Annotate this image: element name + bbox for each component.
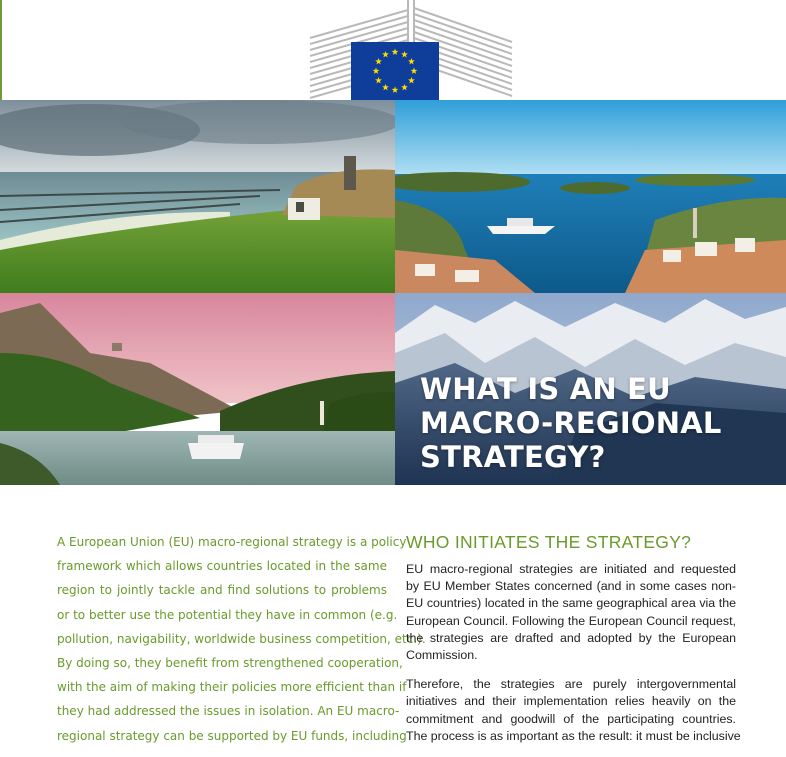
title-line: WHAT IS AN EU	[420, 372, 671, 406]
document-title	[420, 372, 750, 474]
left-accent-rule	[0, 0, 2, 100]
text-line: they had addressed the issues in isolation. An EU macro-	[57, 704, 400, 719]
paragraph-2	[406, 676, 741, 745]
right-column	[406, 532, 741, 757]
text-line: regional strategy can be supported by EU funds, including	[57, 728, 407, 743]
eu-flag-icon	[351, 42, 439, 100]
photo-danube-river	[0, 293, 395, 485]
text-line: Therefore, the strategies are purely intergovernmental	[406, 677, 736, 692]
photo-adriatic-harbour	[395, 100, 786, 293]
text-line: By doing so, they benefit from strengthened cooperation,	[57, 656, 403, 671]
title-line: MACRO-REGIONAL	[420, 406, 722, 440]
text-line: with the aim of making their policies more efficient than if	[57, 680, 407, 695]
text-line: or to better use the potential they have in common (e.g.	[57, 607, 398, 622]
text-line: A European Union (EU) macro-regional strategy is a policy	[57, 535, 407, 549]
text-line: European Council. Following the European Council request,	[406, 613, 736, 628]
text-line: pollution, navigability, worldwide business competition, etc.).	[57, 631, 426, 646]
intro-paragraph	[57, 530, 426, 748]
paragraph-1	[406, 561, 736, 664]
photo-baltic-coast	[0, 100, 395, 293]
text-line: EU countries) located in the same geographical area via the	[406, 596, 736, 611]
section-heading: WHO INITIATES THE STRATEGY?	[406, 532, 692, 552]
text-line: framework which allows countries located in the same	[57, 559, 387, 574]
text-line: The process is as important as the result: it must be inclusive	[406, 728, 741, 743]
text-line: Commission.	[406, 648, 478, 663]
text-line: the strategies are drafted and adopted by the European	[406, 630, 736, 645]
text-line: EU macro-regional strategies are initiated and requested	[406, 562, 736, 576]
text-line: commitment and goodwill of the participating countries.	[406, 711, 736, 726]
text-line: by EU Member States concerned (and in some cases non-	[406, 579, 736, 594]
text-line: region to jointly tackle and find solutions to problems	[57, 583, 387, 598]
title-line: STRATEGY?	[420, 440, 606, 474]
text-line: initiatives and their implementation relies heavily on the	[406, 694, 736, 709]
